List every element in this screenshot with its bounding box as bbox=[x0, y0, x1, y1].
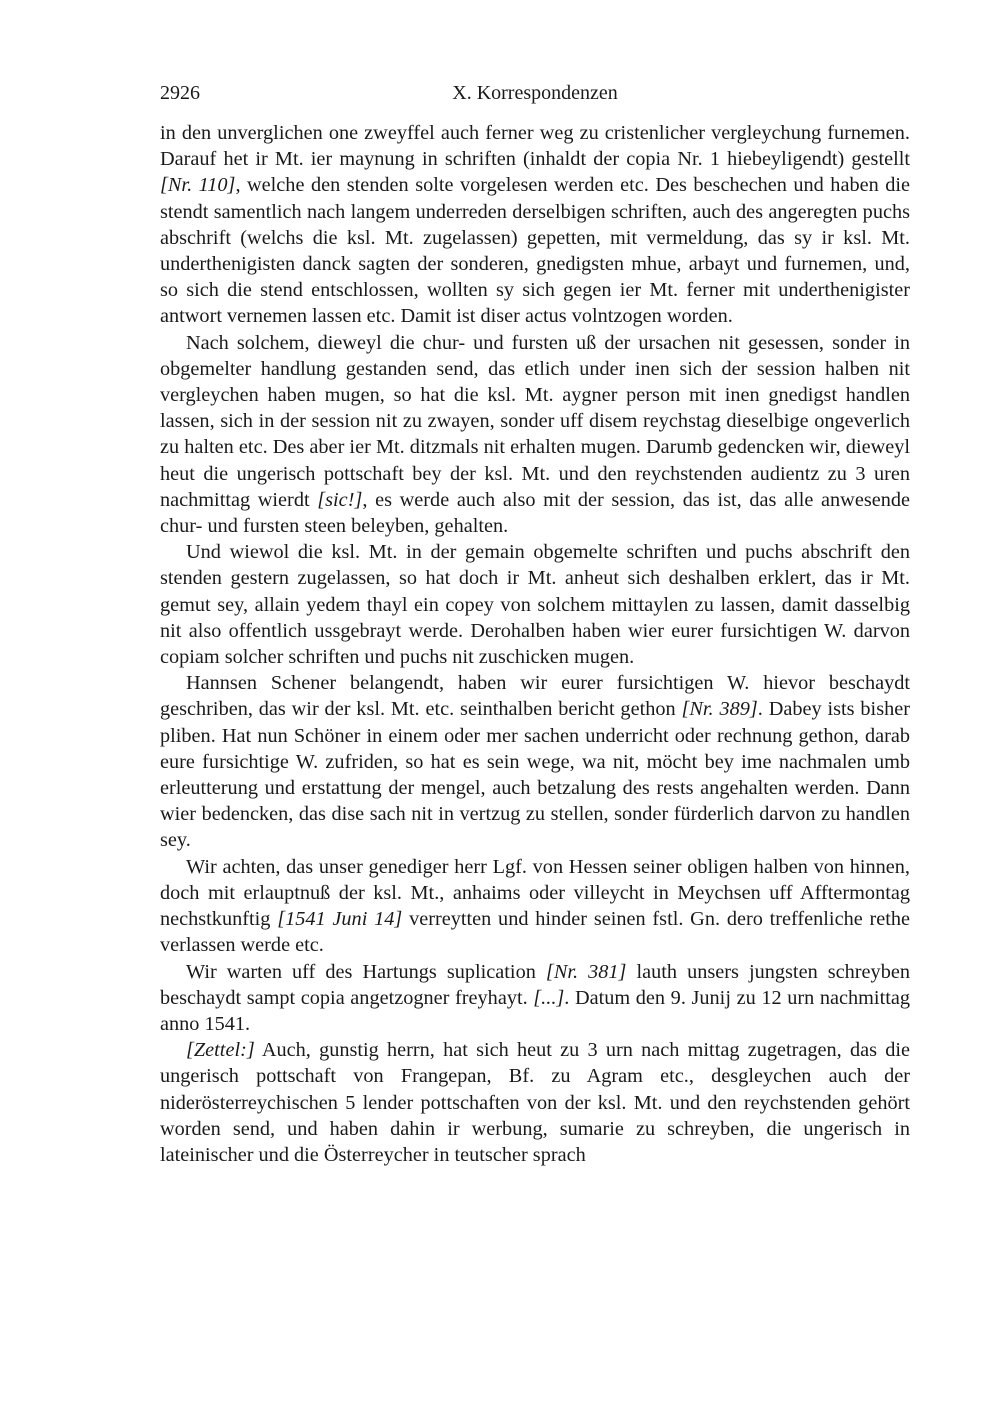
editorial-note: [Nr. 389] bbox=[681, 698, 758, 721]
paragraph-7 bbox=[160, 1037, 910, 1168]
text-run: Hannsen Schener belangendt, haben wir eurer fursichtigen W. hievor beschaydt geschriben, das wir der ksl. Mt. etc. seinthalben bericht gethon bbox=[160, 672, 910, 721]
running-title: X. Korrespondenzen bbox=[452, 82, 618, 104]
document-page bbox=[160, 78, 910, 1168]
paragraph-2 bbox=[160, 330, 910, 540]
editorial-note: [Nr. 381] bbox=[545, 960, 627, 983]
text-run: , es werde auch also mit der session, das ist, das alle anwesende chur- und fursten steen beleyben, gehalten. bbox=[160, 488, 910, 538]
page-header bbox=[160, 78, 910, 108]
text-run: lauth unsers jungsten schreyben beschaydt sampt copia angetzogner freyhayt. bbox=[160, 960, 910, 1009]
page-number: 2926 bbox=[160, 82, 200, 104]
editorial-note: [Zettel:] bbox=[186, 1039, 255, 1062]
text-run: . Dabey ists bisher pliben. Hat nun Schöner in einem oder mer sachen underricht oder rechnung gethon, darab eure fursichtige W. zufriden, so hat es sein wege, wa nit, möcht bey ime nachmalen umb erleutterung und erstattung der mengel, auch betzalung des rests angehalten werden. Dann wier bedencken, das dise sach nit in vertzug zu stellen, sonder fürderlich darvon zu handlen sey. bbox=[160, 698, 910, 852]
text-run: Auch, gunstig herrn, hat sich heut zu 3 urn nach mittag zugetragen, das die ungerisch pottschaft von Frangepan, Bf. zu Agram etc., desgleychen auch der niderösterreychischen 5 lender pottschaften von der ksl. Mt. und den reychstenden gehört worden send, und haben dahin ir werbung, sumarie zu schreyben, die ungerisch in lateinischer und die Österreycher in teutscher sprach bbox=[160, 1039, 910, 1166]
text-run: , welche den stenden solte vorgelesen werden etc. Des beschechen und haben die stendt samentlich nach langem underreden derselbigen schriften, auch des angeregten puchs abschrift (welchs die ksl. Mt. zugelassen) gepetten, mit vermeldung, das sy ir ksl. Mt. underthenigisten danck sagten der sonderen, gnedigsten mhue, arbayt und furnemen, und, so sich die stend entschlossen, wollten sy sich gegen ier Mt. ferner mit underthenigister antwort vernemen lassen etc. Damit ist diser actus volntzogen worden. bbox=[160, 174, 911, 328]
text-run: Wir warten uff des Hartungs suplication bbox=[186, 960, 546, 983]
text-run: verreytten und hinder seinen fstl. Gn. dero treffenliche rethe verlassen werde etc. bbox=[160, 908, 911, 957]
body-text bbox=[160, 120, 910, 1168]
paragraph-6 bbox=[160, 959, 910, 1038]
editorial-note: [1541 Juni 14] bbox=[277, 908, 403, 931]
editorial-note: [...] bbox=[533, 986, 565, 1009]
editorial-note: [sic!] bbox=[317, 488, 363, 511]
text-run: in den unverglichen one zweyffel auch ferner weg zu cristenlicher vergleychung furnemen. Darauf het ir Mt. ier maynung in schriften (inhaldt der copia Nr. 1 hiebeyligendt) gestellt bbox=[160, 122, 910, 171]
editorial-note: [Nr. 110] bbox=[160, 174, 236, 197]
paragraph-3 bbox=[160, 539, 910, 670]
paragraph-4 bbox=[160, 670, 910, 853]
text-run: Und wiewol die ksl. Mt. in der gemain obgemelte schriften und puchs abschrift den stenden gestern zugelassen, so hat doch ir Mt. anheut sich deshalben erklert, das ir Mt. gemut sey, allain yedem thayl ein copey von solchem mittaylen zu lassen, damit dasselbig nit also offentlich ussgebrayt werde. Derohalben haben wier eurer fursichtigen W. darvon copiam solcher schriften und puchs nit zuschicken mugen. bbox=[160, 541, 910, 669]
text-run: Wir achten, das unser genediger herr Lgf. von Hessen seiner obligen halben von hinnen, doch mit erlauptnuß der ksl. Mt., anhaims oder villeycht in Meychsen uff Afftermontag nechstkunftig bbox=[160, 855, 910, 931]
paragraph-5 bbox=[160, 854, 910, 959]
paragraph-1 bbox=[160, 120, 910, 330]
text-run: . Datum den 9. Junij zu 12 urn nachmittag anno 1541. bbox=[160, 986, 910, 1035]
text-run: Nach solchem, dieweyl die chur- und fursten uß der ursachen nit gesessen, sonder in obgemelter handlung gestanden send, das etlich under inen sich der session halben nit vergleychen haben mugen, so hat die ksl. Mt. aygner person mit inen gnedigst handlen lassen, sich in der session nit zu zwayen, sonder uff disem reychstag dieselbige ongeverlich zu halten etc. Des aber ier Mt. ditzmals nit erhalten mugen. Darumb gedencken wir, dieweyl heut die ungerisch pottschaft bey der ksl. Mt. und den reychstenden audientz zu 3 uren nachmittag wierdt bbox=[160, 331, 910, 511]
